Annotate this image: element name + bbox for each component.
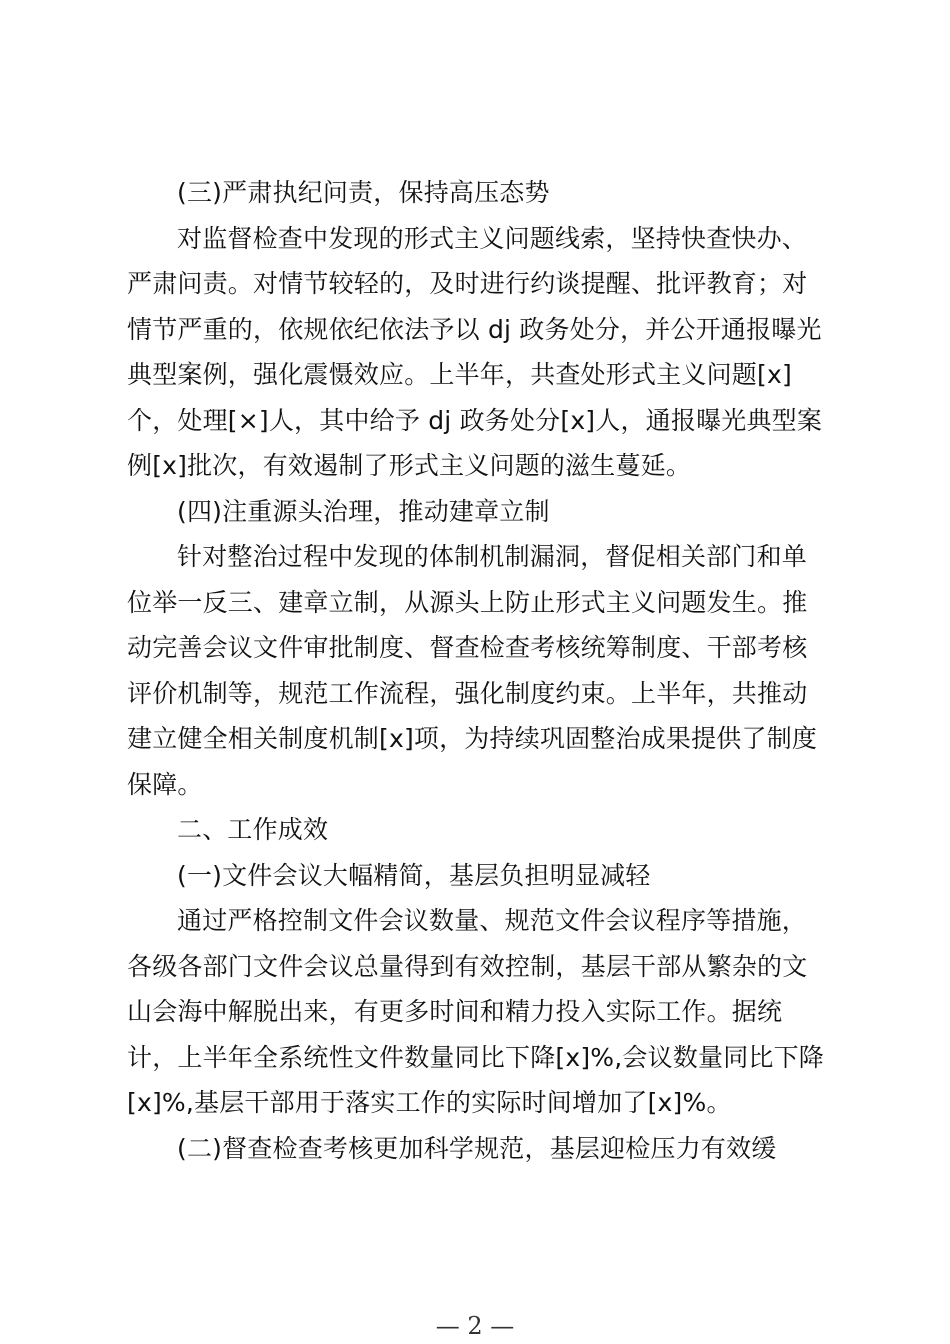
text-line: 动完善会议文件审批制度、督查检查考核统筹制度、干部考核: [127, 633, 808, 662]
text-line: 情节严重的，依规依纪依法予以 dj 政务处分，并公开通报曝光: [127, 314, 822, 344]
text-line: 个，处理[×]人，其中给予 dj 政务处分[x]人，通报曝光典型案: [127, 405, 823, 435]
text-line: 保障。: [127, 769, 203, 799]
text-line: 通过严格控制文件会议数量、规范文件会议程序等措施，: [177, 906, 808, 935]
text-line: 典型案例，强化震慑效应。上半年，共查处形式主义问题[x]: [127, 360, 792, 389]
text-line: 二、工作成效: [177, 815, 329, 844]
text-line: 计，上半年全系统性文件数量同比下降[x]%,会议数量同比下降: [127, 1042, 825, 1072]
page-number: — 2 —: [435, 1312, 515, 1340]
text-line: 各级各部门文件会议总量得到有效控制，基层干部从繁杂的文: [127, 951, 808, 981]
text-line: 对监督检查中发现的形式主义问题线索，坚持快查快办、: [177, 223, 808, 253]
text-line: 例[x]批次，有效遏制了形式主义问题的滋生蔓延。: [127, 451, 692, 480]
text-line: 评价机制等，规范工作流程，强化制度约束。上半年，共推动: [127, 678, 808, 708]
text-line: 山会海中解脱出来，有更多时间和精力投入实际工作。据统: [127, 997, 783, 1026]
text-line: (三)严肃执纪问责，保持高压态势: [177, 178, 550, 207]
text-line: 位举一反三、建章立制，从源头上防止形式主义问题发生。推: [127, 587, 808, 617]
text-line: 建立健全相关制度机制[x]项，为持续巩固整治成果提供了制度: [127, 724, 818, 753]
text-line: [x]%,基层干部用于落实工作的实际时间增加了[x]%。: [127, 1088, 732, 1117]
document-body: [127, 170, 835, 1171]
text-line: (一)文件会议大幅精简，基层负担明显减轻: [177, 860, 651, 890]
text-line: (二)督查检查考核更加科学规范，基层迎检压力有效缓: [177, 1133, 777, 1163]
text-line: (四)注重源头治理，推动建章立制: [177, 496, 550, 526]
text-line: 针对整治过程中发现的体制机制漏洞，督促相关部门和单: [177, 542, 808, 571]
text-line: 严肃问责。对情节较轻的，及时进行约谈提醒、批评教育；对: [127, 269, 808, 298]
